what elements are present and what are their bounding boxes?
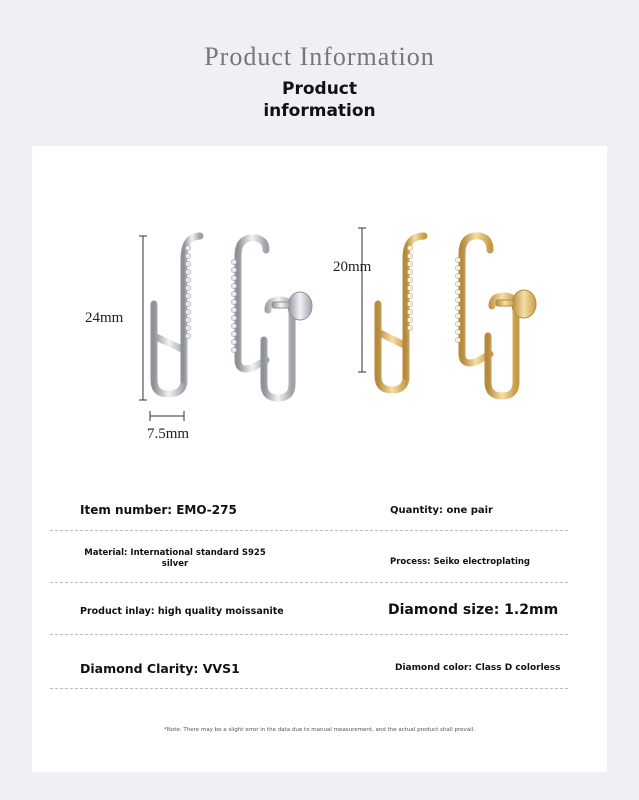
silver-height-dimension-line [139, 236, 147, 400]
disclaimer-note: *Note: There may be a slight error in the data due to manual measurement, and the actual product shall prevail. [164, 727, 475, 733]
gold-earring-front [378, 236, 424, 390]
silver-height-label: 24mm [85, 310, 124, 326]
page-title-bold-line1: Product [282, 79, 357, 99]
gold-earring-back-stones [455, 257, 460, 342]
gold-height-label: 20mm [333, 259, 372, 275]
silver-earring-back [238, 238, 292, 398]
quantity: Quantity: one pair [390, 505, 493, 516]
diamond-size: Diamond size: 1.2mm [388, 602, 559, 618]
diamond-clarity: Diamond Clarity: VVS1 [80, 661, 240, 676]
row-divider [50, 530, 568, 531]
gold-earring-front-stones [407, 245, 412, 330]
item-number: Item number: EMO-275 [80, 503, 237, 517]
process: Process: Seiko electroplating [390, 557, 530, 567]
row-divider [50, 688, 568, 689]
page-title-serif: Product Information [204, 42, 435, 71]
material [80, 548, 270, 570]
silver-width-dimension-line [150, 411, 184, 421]
silver-earring-front [154, 236, 200, 394]
material-line2: silver [161, 559, 189, 569]
diamond-color: Diamond color: Class D colorless [395, 663, 561, 673]
row-divider [50, 582, 568, 583]
material-line1: Material: International standard S925 [84, 548, 266, 558]
product-inlay: Product inlay: high quality moissanite [80, 606, 284, 617]
gold-height-dimension-line [358, 228, 366, 372]
row-divider [50, 634, 568, 635]
page-title-bold-line2: information [263, 101, 376, 121]
silver-width-label: 7.5mm [147, 426, 190, 442]
gold-earring-back [462, 236, 516, 396]
silver-earring-back-nut [272, 292, 312, 320]
